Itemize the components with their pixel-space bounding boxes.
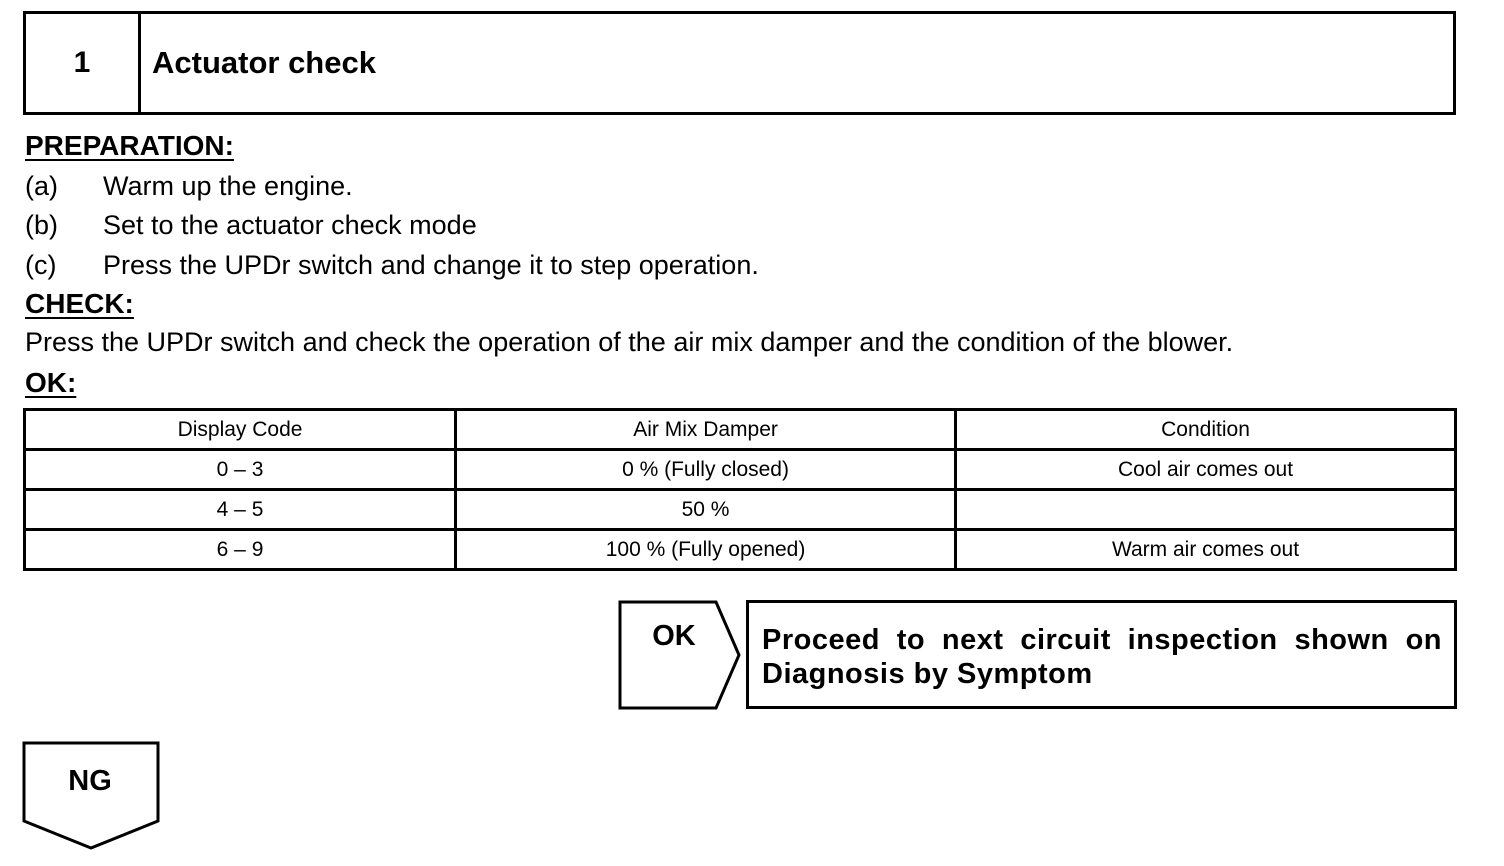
- table-row: [25, 490, 1456, 530]
- table-cell: 0 % (Fully closed): [456, 450, 956, 490]
- prep-item-b-text: Set to the actuator check mode: [103, 210, 477, 240]
- ok-result-box: [746, 600, 1457, 709]
- ok-heading: OK:: [25, 367, 77, 398]
- ok-spec-table: [23, 408, 1457, 571]
- prep-item-a-text: Warm up the engine.: [103, 171, 353, 201]
- column-header-display-code: Display Code: [25, 410, 456, 450]
- column-header-condition: Condition: [956, 410, 1456, 450]
- table-cell: 50 %: [456, 490, 956, 530]
- column-header-air-mix-damper: Air Mix Damper: [456, 410, 956, 450]
- prep-item-a-label: (a): [25, 171, 58, 201]
- ok-result-text: Proceed to next circuit inspection shown on Diagnosis by Symptom: [762, 624, 1442, 690]
- prep-item-b-label: (b): [25, 210, 58, 240]
- ok-arrow-shape: [618, 600, 742, 710]
- table-cell: Warm air comes out: [956, 530, 1456, 570]
- table-row: [25, 530, 1456, 570]
- step-header: [23, 11, 1456, 115]
- table-cell: 100 % (Fully opened): [456, 530, 956, 570]
- preparation-heading: PREPARATION:: [25, 130, 234, 161]
- prep-item-c-text: Press the UPDr switch and change it to step operation.: [103, 250, 759, 280]
- table-header-row: [25, 410, 1456, 450]
- table-cell: 0 – 3: [25, 450, 456, 490]
- table-cell: [956, 490, 1456, 530]
- table-cell: 6 – 9: [25, 530, 456, 570]
- table-cell: Cool air comes out: [956, 450, 1456, 490]
- step-number: 1: [26, 14, 141, 112]
- table-cell: 4 – 5: [25, 490, 456, 530]
- ng-result-label: NG: [68, 765, 112, 797]
- check-text: Press the UPDr switch and check the operation of the air mix damper and the condition of the blower.: [25, 327, 1234, 357]
- step-title: Actuator check: [152, 45, 376, 80]
- table-row: [25, 450, 1456, 490]
- check-heading: CHECK:: [25, 288, 134, 319]
- ok-result-label: OK: [652, 620, 696, 652]
- prep-item-c-label: (c): [25, 250, 57, 280]
